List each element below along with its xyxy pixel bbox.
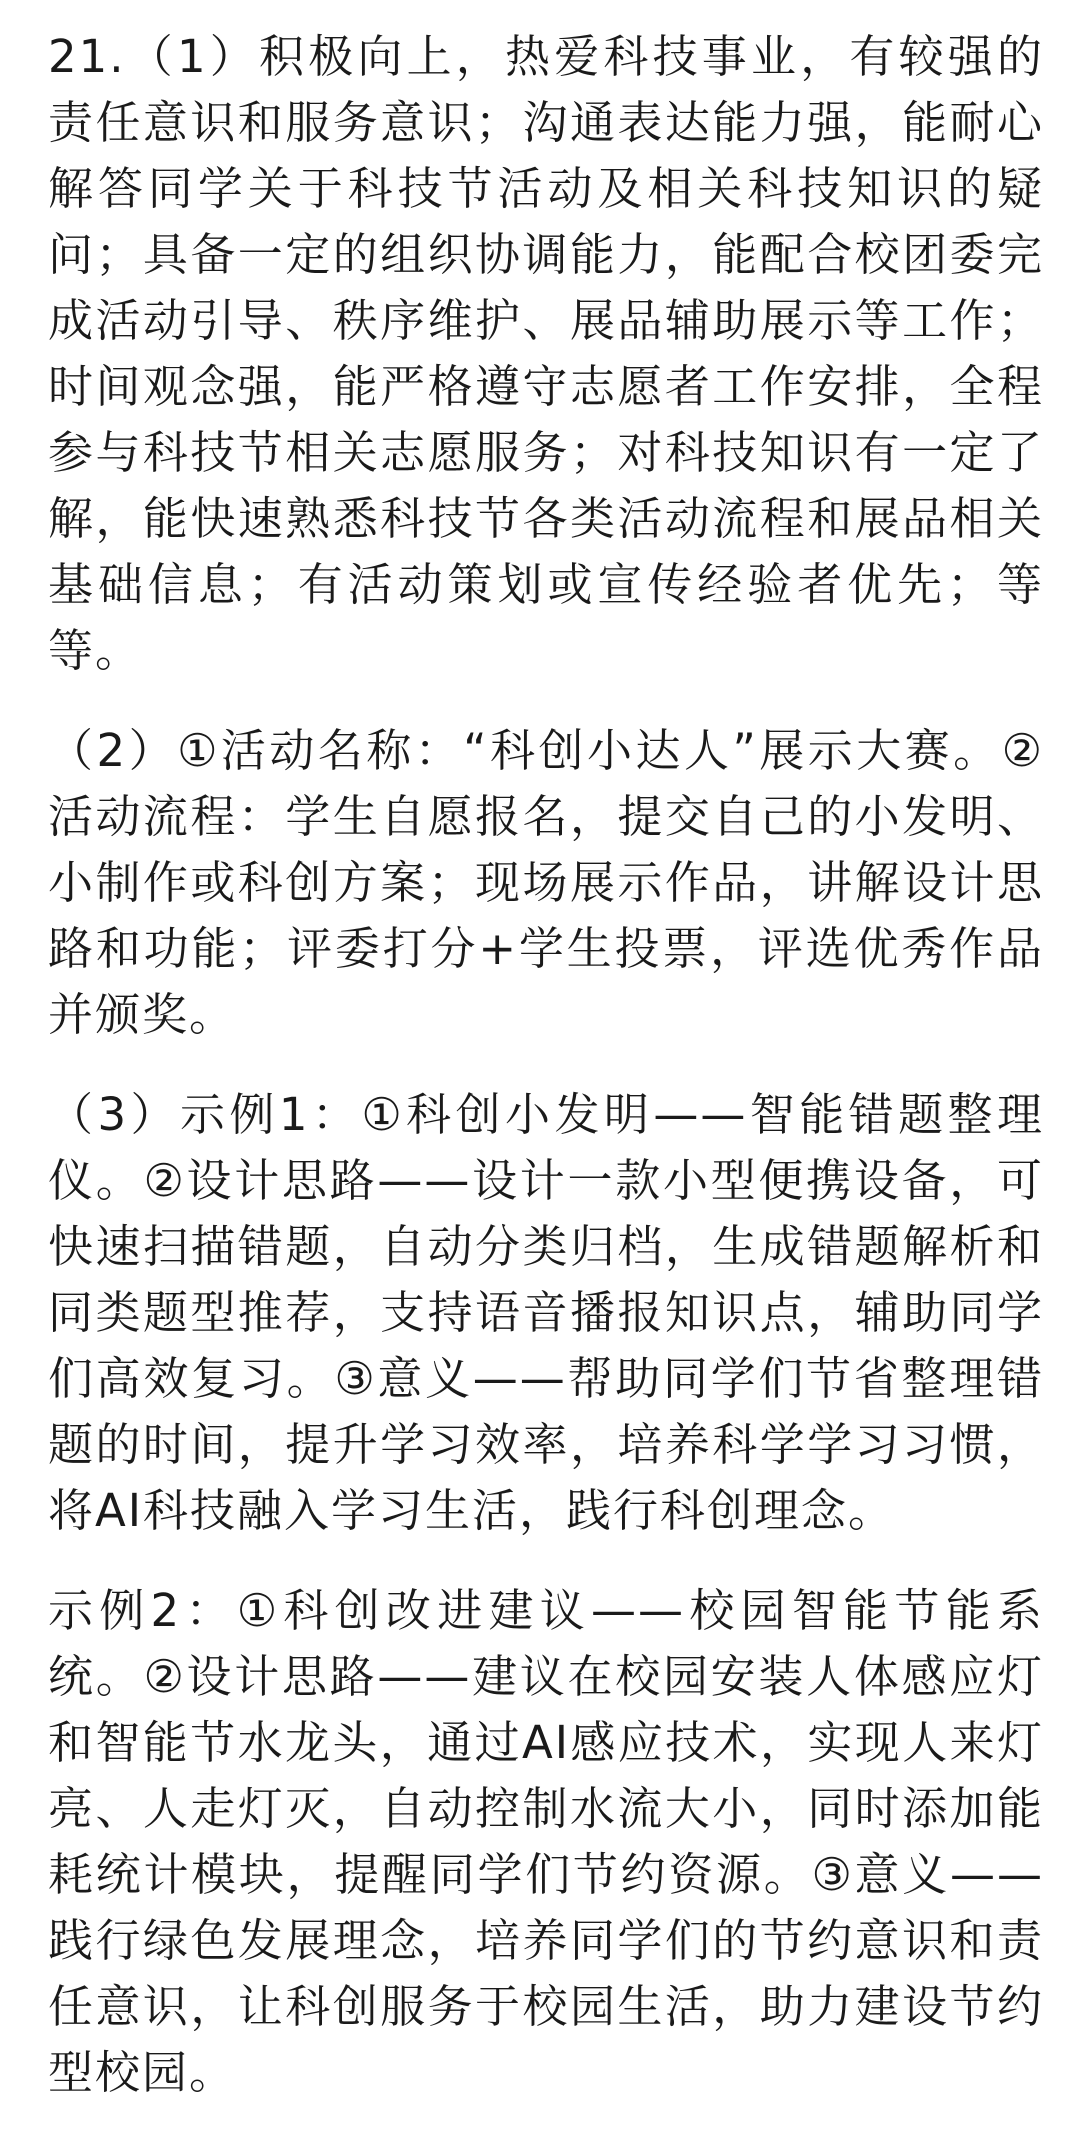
answer-part-3-example-2: 示例2：①科创改进建议——校园智能节能系统。②设计思路——建议在校园安装人体感应灯和智能节水龙头，通过AI感应技术，实现人来灯亮、人走灯灭，自动控制水流大小，同时添加能耗统计模块，提醒同学们节约资源。③意义——践行绿色发展理念，培养同学们的节约意识和责任意识，让科创服务于校园生活，助力建设节约型校园。 (48, 1584, 1044, 2099)
answer-part-1: 21.（1）积极向上，热爱科技事业，有较强的责任意识和服务意识；沟通表达能力强，能耐心解答同学关于科技节活动及相关科技知识的疑问；具备一定的组织协调能力，能配合校团委完成活动引导、秩序维护、展品辅助展示等工作；时间观念强，能严格遵守志愿者工作安排，全程参与科技节相关志愿服务；对科技知识有一定了解，能快速熟悉科技节各类活动流程和展品相关基础信息；有活动策划或宣传经验者优先；等等。 (48, 30, 1044, 677)
answer-part-3-example-1: （3）示例1：①科创小发明——智能错题整理仪。②设计思路——设计一款小型便携设备，可快速扫描错题，自动分类归档，生成错题解析和同类题型推荐，支持语音播报知识点，辅助同学们高效复习。③意义——帮助同学们节省整理错题的时间，提升学习效率，培养科学学习习惯，将AI科技融入学习生活，践行科创理念。 (48, 1088, 1044, 1537)
answer-part-2: （2）①活动名称：“科创小达人”展示大赛。②活动流程：学生自愿报名，提交自己的小发明、小制作或科创方案；现场展示作品，讲解设计思路和功能；评委打分+学生投票，评选优秀作品并颁奖。 (48, 724, 1044, 1041)
